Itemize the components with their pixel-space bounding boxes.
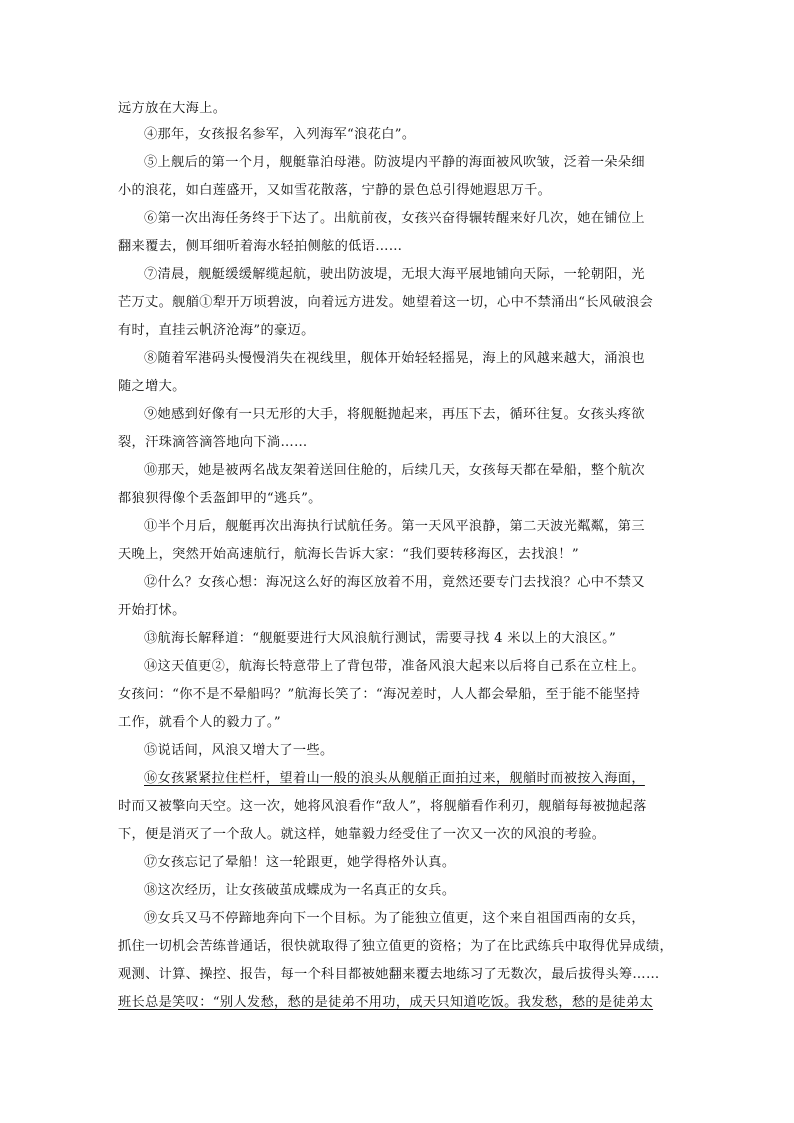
text-line: ⑰女孩忘记了晕船！这一轮跟更，她学得格外认真。: [144, 855, 456, 870]
text-line: ⑨她感到好像有一只无形的大手，将舰艇抛起来，再压下去，循环往复。女孩头疼欲: [144, 407, 645, 422]
text-line: ⑱这次经历，让女孩破茧成蝶成为一名真正的女兵。: [144, 883, 456, 898]
text-line: 观测、计算、操控、报告，每一个科目都被她翻来覆去地练习了无数次，最后拔得头筹……: [118, 967, 660, 982]
text-line: 班长总是笑叹：“别人发愁，愁的是徒弟不用功，成天只知道吃饭。我发愁，愁的是徒弟太: [118, 995, 654, 1010]
text-line: 随之增大。: [118, 379, 186, 394]
text-line: ⑥第一次出海任务终于下达了。出航前夜，女孩兴奋得辗转醒来好几次，她在铺位上: [144, 211, 645, 226]
text-line: 有时，直挂云帆济沧海”的豪迈。: [118, 323, 315, 338]
text-line: 裂，汗珠滴答滴答地向下淌……: [118, 435, 308, 450]
text-line: ⑩那天，她是被两名战友架着送回住舱的，后续几天，女孩每天都在晕船，整个航次: [144, 463, 645, 478]
text-line: ⑫什么？女孩心想：海况这么好的海区放着不用，竟然还要专门去找浪？心中不禁又: [144, 575, 645, 590]
text-line: 女孩问：“你不是不晕船吗？”航海长笑了：“海况差时，人人都会晕船，至于能不能坚持: [118, 687, 641, 702]
text-line: ⑤上舰后的第一个月，舰艇靠泊母港。防波堤内平静的海面被风吹皱，泛着一朵朵细: [144, 155, 645, 170]
text-line: 远方放在大海上。: [118, 101, 227, 116]
text-line: 芒万丈。舰艏①犁开万顷碧波，向着远方进发。她望着这一切，心中不禁涌出“长风破浪会: [118, 295, 654, 310]
text-line: 时而又被擎向天空。这一次，她将风浪看作“敌人”，将舰艏看作利刃，舰艏每每被抛起落: [118, 799, 647, 814]
text-line: ⑭这天值更②，航海长特意带上了背包带，准备风浪大起来以后将自己系在立柱上。: [144, 659, 645, 674]
text-line: ⑮说话间，风浪又增大了一些。: [144, 743, 334, 758]
text-line: 抓住一切机会苦练普通话，很快就取得了独立值更的资格；为了在比武练兵中取得优异成绩，: [118, 939, 674, 954]
text-line: 小的浪花，如白莲盛开，又如雪花散落，宁静的景色总引得她遐思万千。: [118, 183, 552, 198]
text-line: ④那年，女孩报名参军，入列海军“浪花白”。: [144, 127, 416, 142]
text-line: ⑧随着军港码头慢慢消失在视线里，舰体开始轻轻摇晃，海上的风越来越大，涌浪也: [144, 351, 645, 366]
text-line: 工作，就看个人的毅力了。”: [118, 715, 281, 730]
text-line: ⑲女兵又马不停蹄地奔向下一个目标。为了能独立值更，这个来自祖国西南的女兵，: [144, 911, 645, 926]
text-line: 天晚上，突然开始高速航行，航海长告诉大家：“我们要转移海区，去找浪！”: [118, 547, 579, 562]
text-line: ⑯女孩紧紧拉住栏杆，望着山一般的浪头从舰艏正面拍过来，舰艏时而被按入海面，: [144, 771, 645, 786]
text-line: ⑪半个月后，舰艇再次出海执行试航任务。第一天风平浪静，第二天波光粼粼，第三: [144, 519, 645, 534]
text-line: 翻来覆去，侧耳细听着海水轻拍侧舷的低语……: [118, 239, 403, 254]
text-line: ⑬航海长解释道：“舰艇要进行大风浪航行测试，需要寻找 4 米以上的大浪区。”: [144, 631, 617, 646]
text-line: 下，便是消灭了一个敌人。就这样，她靠毅力经受住了一次又一次的风浪的考验。: [118, 827, 606, 842]
text-line: 开始打怵。: [118, 603, 186, 618]
text-line: 都狼狈得像个丢盔卸甲的“逃兵”。: [118, 491, 322, 506]
text-line: ⑦清晨，舰艇缓缓解缆起航，驶出防波堤，无垠大海平展地铺向天际，一轮朝阳，光: [144, 267, 645, 282]
